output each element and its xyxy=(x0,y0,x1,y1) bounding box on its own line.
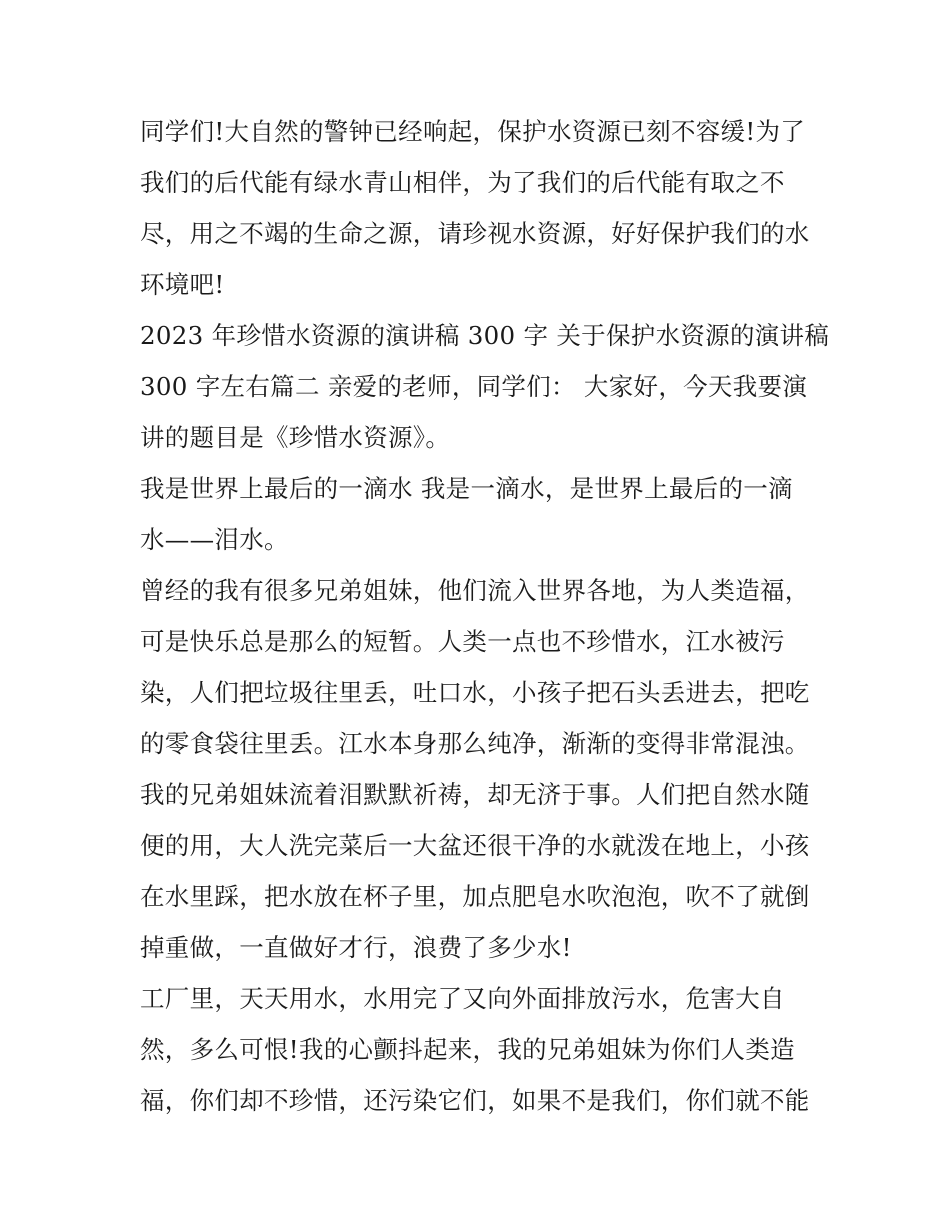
paragraph-3 xyxy=(140,463,812,565)
text-line: 尽，用之不竭的生命之源，请珍视水资源，好好保护我们的水 xyxy=(140,219,810,248)
paragraph-5 xyxy=(140,973,812,1126)
text-line: 掉重做，一直做好才行，浪费了多少水! xyxy=(140,933,572,962)
text-line: 同学们!大自然的警钟已经响起，保护水资源已刻不容缓!为了 xyxy=(140,117,806,146)
paragraph-4 xyxy=(140,565,812,973)
document-body xyxy=(140,106,830,1126)
text-line: 然，多么可恨!我的心颤抖起来，我的兄弟姐妹为你们人类造 xyxy=(140,1035,795,1064)
text-line: 工厂里，天天用水，水用完了又向外面排放污水，危害大自 xyxy=(140,984,785,1013)
text-line: 环境吧! xyxy=(140,270,225,299)
text-line: 300 字左右篇二 亲爱的老师，同学们： 大家好，今天我要演 xyxy=(140,372,808,401)
text-line: 我的兄弟姐妹流着泪默默祈祷，却无济于事。人们把自然水随 xyxy=(140,780,810,809)
text-line: 水——泪水。 xyxy=(140,525,289,554)
paragraph-2 xyxy=(140,310,830,463)
text-line: 曾经的我有很多兄弟姐妹，他们流入世界各地，为人类造福， xyxy=(140,576,810,605)
text-line: 2023 年珍惜水资源的演讲稿 300 字 关于保护水资源的演讲稿 xyxy=(140,321,830,350)
text-line: 便的用，大人洗完菜后一大盆还很干净的水就泼在地上，小孩 xyxy=(140,831,810,860)
text-line: 讲的题目是《珍惜水资源》。 xyxy=(140,423,451,452)
text-line: 我们的后代能有绿水青山相伴，为了我们的后代能有取之不 xyxy=(140,168,785,197)
paragraph-1 xyxy=(140,106,812,310)
text-line: 染，人们把垃圾往里丢，吐口水，小孩子把石头丢进去，把吃 xyxy=(140,678,810,707)
text-line: 的零食袋往里丢。江水本身那么纯净，渐渐的变得非常混浊。 xyxy=(140,729,810,758)
text-line: 在水里踩，把水放在杯子里，加点肥皂水吹泡泡，吹不了就倒 xyxy=(140,882,810,911)
text-line: 福，你们却不珍惜，还污染它们，如果不是我们，你们就不能 xyxy=(140,1086,810,1115)
text-line: 我是世界上最后的一滴水 我是一滴水，是世界上最后的一滴 xyxy=(140,474,793,503)
text-line: 可是快乐总是那么的短暂。人类一点也不珍惜水，江水被污 xyxy=(140,627,785,656)
